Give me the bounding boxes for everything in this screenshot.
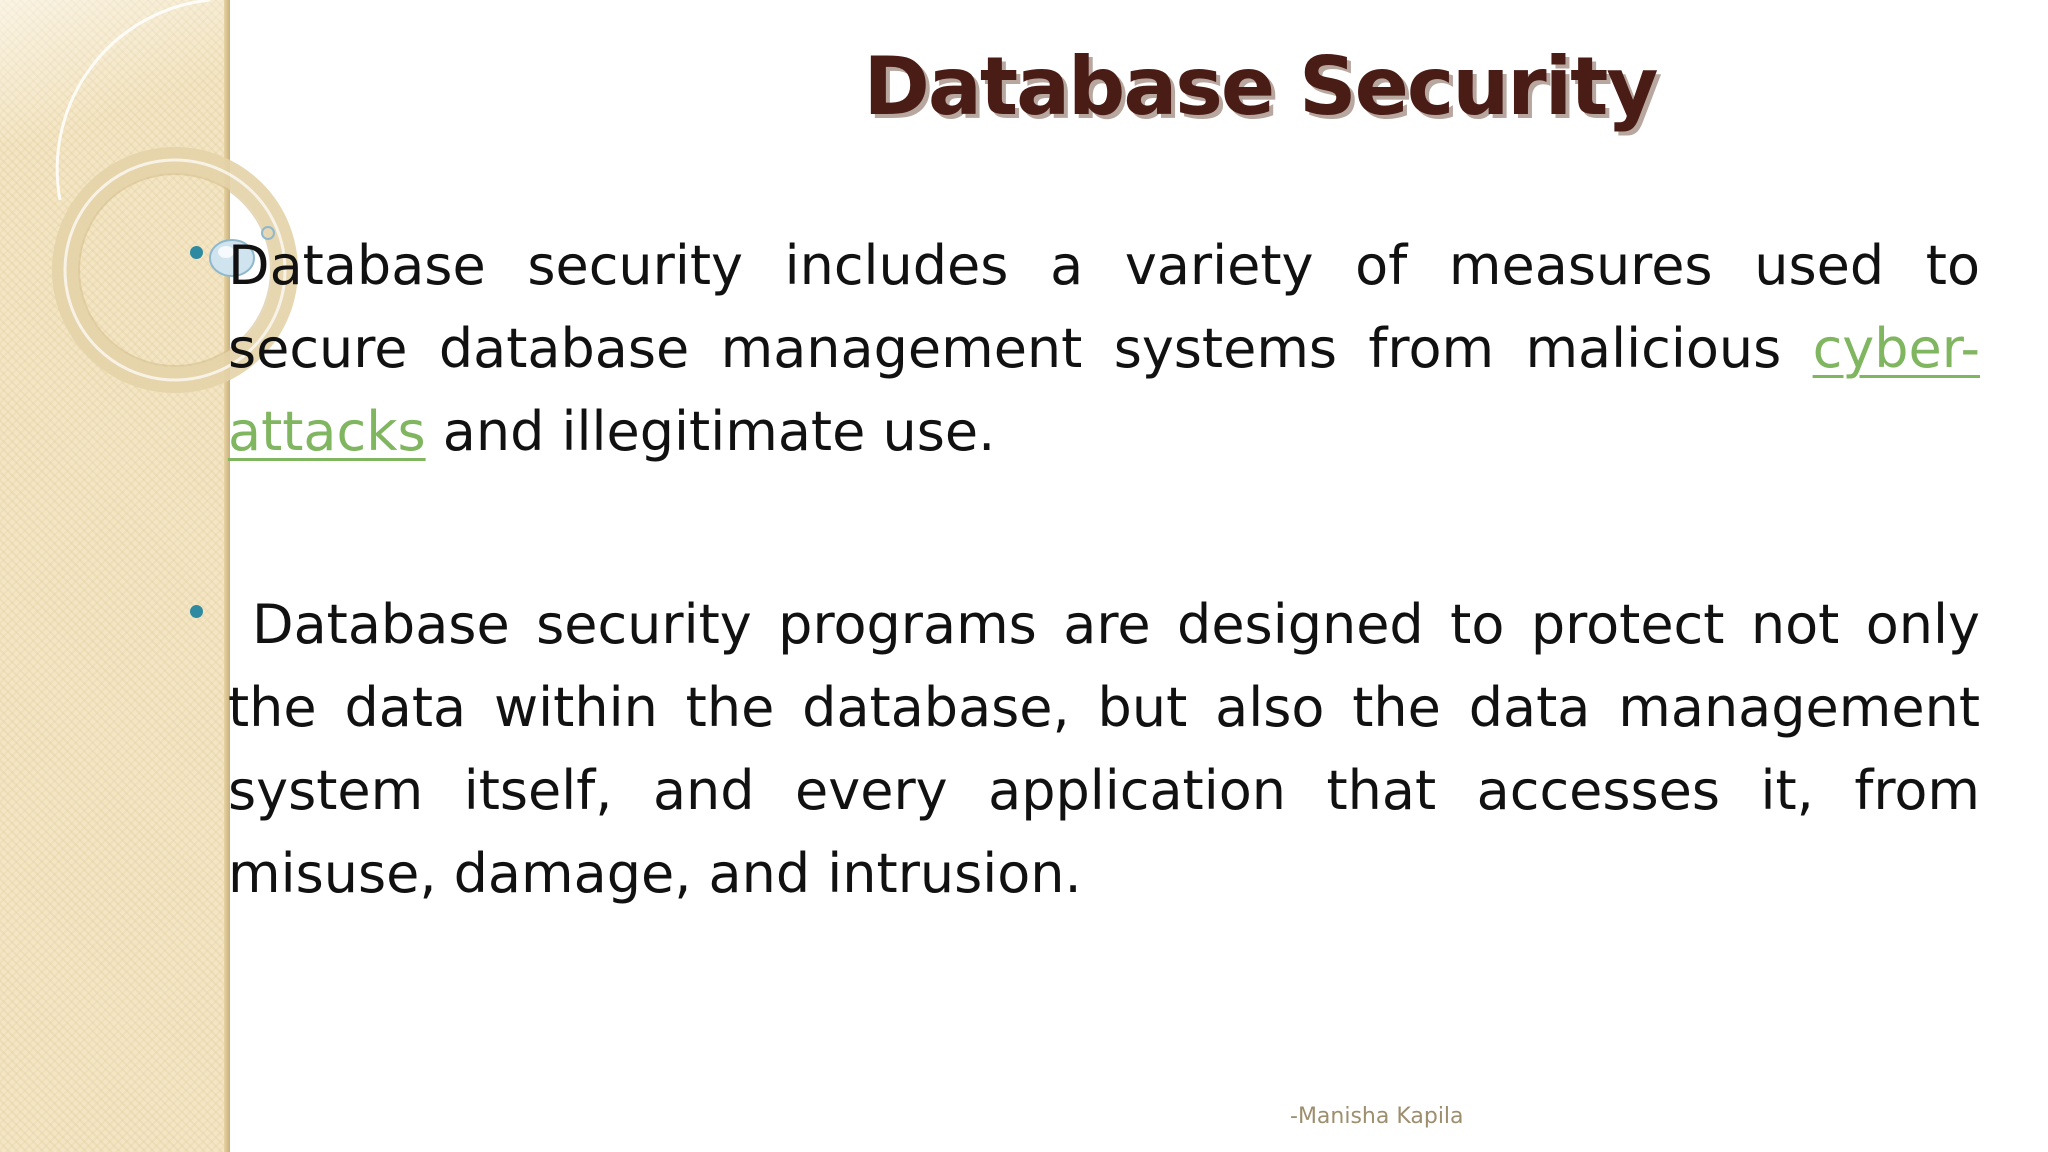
slide-title: Database Security (863, 40, 1657, 133)
paragraph-text: Database security includes a variety of measures used to secure database management systems from malicious (228, 234, 1980, 380)
bullet-dot (190, 246, 203, 259)
bullet-dot (190, 605, 203, 618)
paragraph-text: and illegitimate use. (425, 400, 996, 463)
bullet-paragraph-1 (228, 224, 1980, 473)
cyber-attacks-link[interactable]: cyber-attacks (228, 317, 1980, 463)
bullet-paragraph-2 (228, 583, 1980, 915)
paragraph-text: Database security programs are designed to protect not only the data within the database, but also the data management system itself, and every application that accesses it, from misuse, damage, and intrusion. (228, 593, 1980, 905)
author-credit: -Manisha Kapila (1290, 1104, 1464, 1129)
